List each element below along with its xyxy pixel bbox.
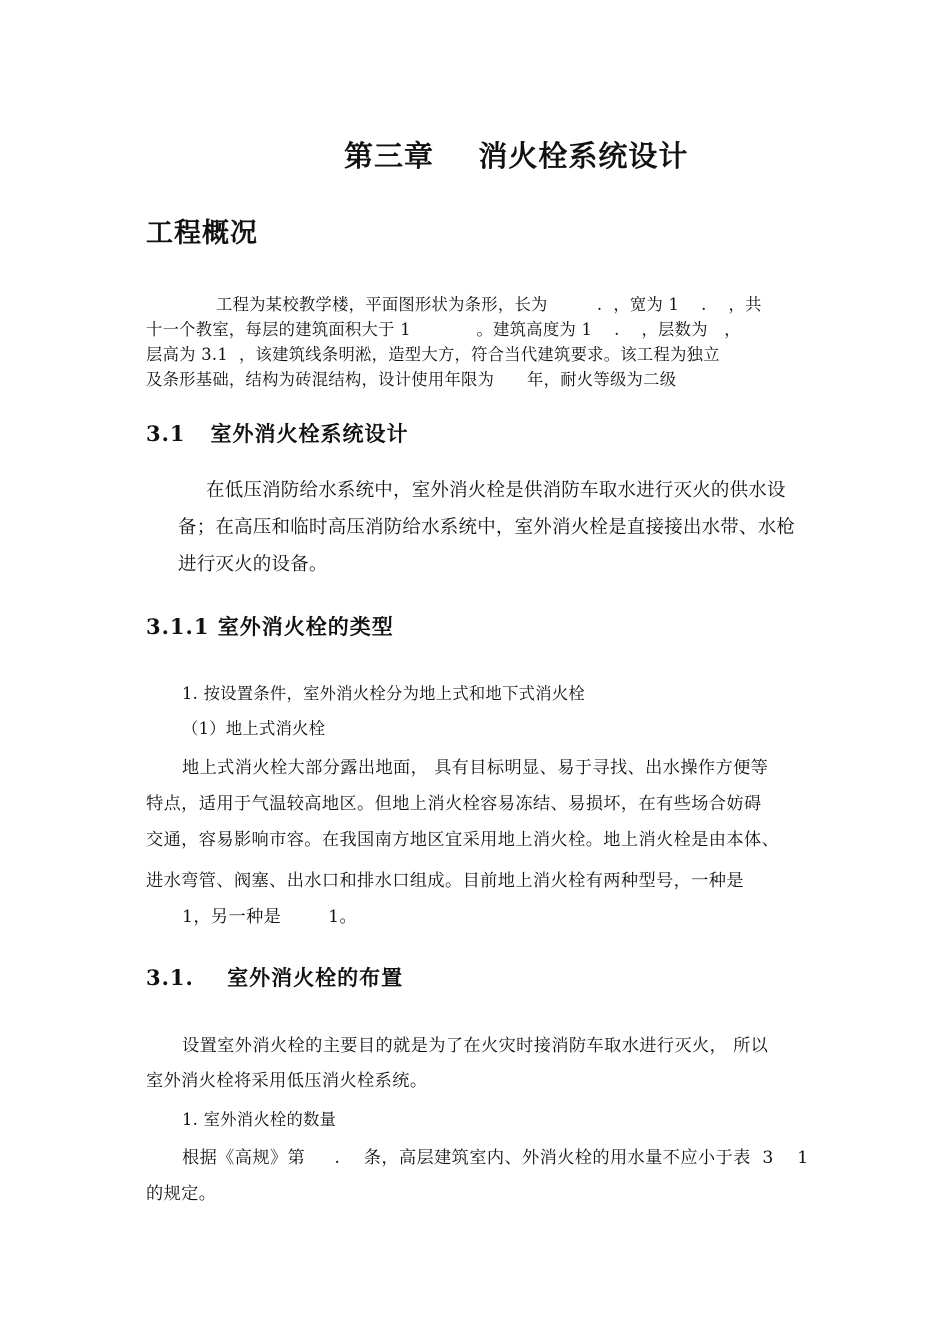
overview-line-1: 工程为某校教学楼，平面图形状为条形，长为 . ，宽为 1 . ，共 [216,295,762,314]
section-3-1-2-line-3: 根据《高规》第 . 条，高层建筑室内、外消火栓的用水量不应小于表 3 1 [182,1148,809,1168]
overview-heading: 工程概况 [146,218,258,249]
overview-line-4: 及条形基础，结构为砖混结构，设计使用年限为 年，耐火等级为二级 [146,370,677,389]
overview-line-3: 层高为 3.1 ，该建筑线条明淞，造型大方，符合当代建筑要求。该工程为独立 [146,345,720,364]
chapter-title: 第三章 消火栓系统设计 [344,139,689,173]
overview-line-2: 十一个教室，每层的建筑面积大于 1 。建筑高度为 1 . ，层数为 ， [146,320,741,339]
section-3-1-1-line-2: 特点，适用于气温较高地区。但地上消火栓容易冻结、易损坏，在有些场合妨碍 [146,794,762,814]
section-3-1-line-2: 备；在高压和临时高压消防给水系统中，室外消火栓是直接接出水带、水枪 [178,517,796,538]
section-3-1-heading: 3.1 室外消火栓系统设计 [146,421,409,446]
section-3-1-1-line-1: 地上式消火栓大部分露出地面， 具有目标明显、易于寻找、出水操作方便等 [182,758,769,778]
section-3-1-1-line-3: 交通，容易影响市容。在我国南方地区宜采用地上消火栓。地上消火栓是由本体、 [146,830,780,850]
section-3-1-1-heading: 3.1.1 室外消火栓的类型 [146,614,394,639]
section-3-1-1-item-1-sub: （1）地上式消火栓 [182,719,326,738]
section-3-1-1-line-5: 1，另一种是 1。 [182,907,358,927]
section-3-1-line-1: 在低压消防给水系统中，室外消火栓是供消防车取水进行灭火的供水设 [206,480,786,501]
section-3-1-2-item-1: 1. 室外消火栓的数量 [182,1110,337,1129]
section-3-1-2-line-4: 的规定。 [146,1184,217,1204]
section-3-1-2-line-2: 室外消火栓将采用低压消火栓系统。 [146,1071,428,1091]
section-3-1-line-3: 进行灭火的设备。 [178,554,328,575]
section-3-1-1-item-1: 1. 按设置条件，室外消火栓分为地上式和地下式消火栓 [182,684,585,703]
section-3-1-2-line-1: 设置室外消火栓的主要目的就是为了在火灾时接消防车取水进行灭火， 所以 [182,1036,769,1056]
section-3-1-2-heading: 3.1. 室外消火栓的布置 [146,965,404,990]
section-3-1-1-line-4: 进水弯管、阀塞、出水口和排水口组成。目前地上消火栓有两种型号，一种是 [146,871,744,891]
